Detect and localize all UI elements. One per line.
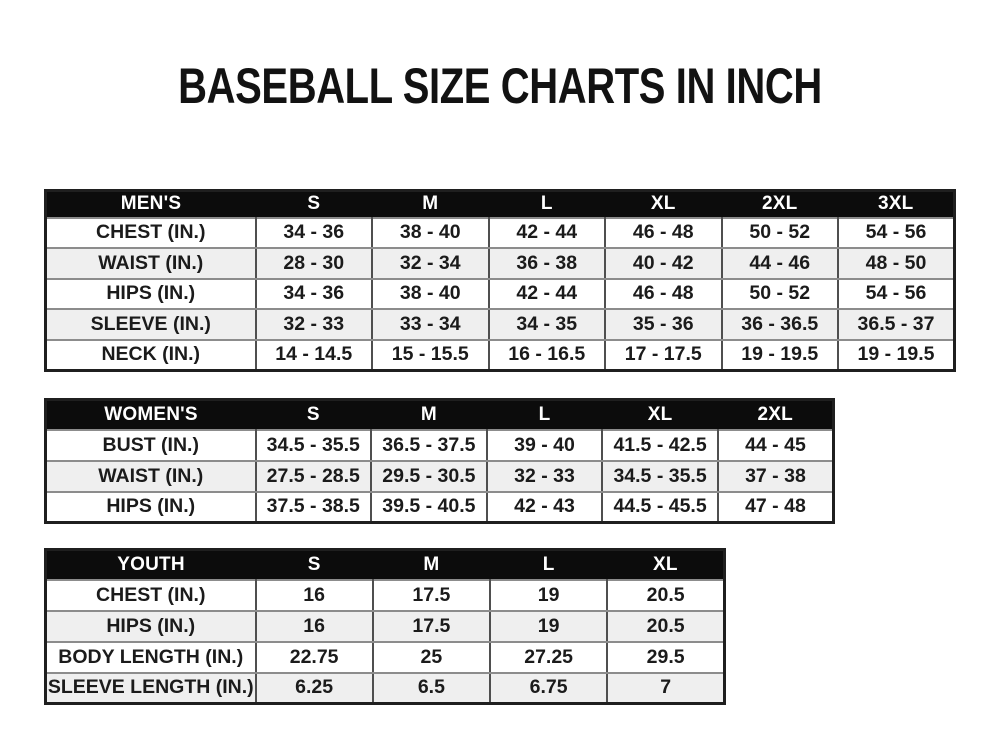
size-value-cell: 42 - 43 xyxy=(487,492,603,523)
table-row-chest xyxy=(46,218,955,249)
size-value-cell: 47 - 48 xyxy=(718,492,834,523)
row-label: HIPS (IN.) xyxy=(46,611,256,642)
column-header-l: L xyxy=(487,400,603,430)
size-value-cell: 38 - 40 xyxy=(372,279,489,310)
size-value-cell: 48 - 50 xyxy=(838,248,955,279)
size-value-cell: 6.25 xyxy=(256,673,373,704)
row-label: WAIST (IN.) xyxy=(46,248,256,279)
size-value-cell: 33 - 34 xyxy=(372,309,489,340)
size-value-cell: 46 - 48 xyxy=(605,218,722,249)
table-row-waist xyxy=(46,461,834,492)
size-value-cell: 35 - 36 xyxy=(605,309,722,340)
mens-size-table xyxy=(44,189,956,372)
size-value-cell: 7 xyxy=(607,673,724,704)
row-label: CHEST (IN.) xyxy=(46,580,256,611)
size-value-cell: 50 - 52 xyxy=(722,279,839,310)
size-value-cell: 38 - 40 xyxy=(372,218,489,249)
size-value-cell: 25 xyxy=(373,642,490,673)
size-value-cell: 29.5 xyxy=(607,642,724,673)
womens-table-title: WOMEN'S xyxy=(46,400,256,430)
size-value-cell: 29.5 - 30.5 xyxy=(371,461,487,492)
youth-header-row xyxy=(46,550,725,580)
size-value-cell: 36.5 - 37.5 xyxy=(371,430,487,461)
size-value-cell: 27.25 xyxy=(490,642,607,673)
column-header-m: M xyxy=(372,191,489,218)
row-label: WAIST (IN.) xyxy=(46,461,256,492)
size-value-cell: 20.5 xyxy=(607,611,724,642)
size-value-cell: 14 - 14.5 xyxy=(256,340,373,371)
column-header-2xl: 2XL xyxy=(718,400,834,430)
column-header-s: S xyxy=(256,550,373,580)
youth-size-table xyxy=(44,548,726,705)
mens-header-row xyxy=(46,191,955,218)
table-row-hips xyxy=(46,611,725,642)
row-label: CHEST (IN.) xyxy=(46,218,256,249)
table-row-bust xyxy=(46,430,834,461)
row-label: NECK (IN.) xyxy=(46,340,256,371)
row-label: HIPS (IN.) xyxy=(46,279,256,310)
size-value-cell: 16 xyxy=(256,580,373,611)
womens-header-row xyxy=(46,400,834,430)
table-row-hips xyxy=(46,279,955,310)
table-row-waist xyxy=(46,248,955,279)
size-value-cell: 36 - 36.5 xyxy=(722,309,839,340)
size-value-cell: 36 - 38 xyxy=(489,248,606,279)
size-value-cell: 54 - 56 xyxy=(838,218,955,249)
column-header-xl: XL xyxy=(607,550,724,580)
size-value-cell: 50 - 52 xyxy=(722,218,839,249)
row-label: HIPS (IN.) xyxy=(46,492,256,523)
mens-table-title: MEN'S xyxy=(46,191,256,218)
page-title: BASEBALL SIZE CHARTS IN INCH xyxy=(178,58,822,114)
row-label: BODY LENGTH (IN.) xyxy=(46,642,256,673)
size-value-cell: 44 - 45 xyxy=(718,430,834,461)
size-value-cell: 17.5 xyxy=(373,580,490,611)
row-label: SLEEVE (IN.) xyxy=(46,309,256,340)
size-value-cell: 37.5 - 38.5 xyxy=(256,492,372,523)
womens-size-table xyxy=(44,398,835,524)
size-value-cell: 44.5 - 45.5 xyxy=(602,492,718,523)
size-value-cell: 42 - 44 xyxy=(489,279,606,310)
size-value-cell: 20.5 xyxy=(607,580,724,611)
table-row-neck xyxy=(46,340,955,371)
size-value-cell: 17.5 xyxy=(373,611,490,642)
column-header-m: M xyxy=(373,550,490,580)
column-header-l: L xyxy=(490,550,607,580)
size-value-cell: 40 - 42 xyxy=(605,248,722,279)
column-header-s: S xyxy=(256,191,373,218)
column-header-xl: XL xyxy=(605,191,722,218)
size-value-cell: 36.5 - 37 xyxy=(838,309,955,340)
size-value-cell: 34 - 36 xyxy=(256,218,373,249)
column-header-s: S xyxy=(256,400,372,430)
size-value-cell: 19 - 19.5 xyxy=(722,340,839,371)
size-value-cell: 16 - 16.5 xyxy=(489,340,606,371)
size-value-cell: 22.75 xyxy=(256,642,373,673)
table-row-body-length xyxy=(46,642,725,673)
size-value-cell: 17 - 17.5 xyxy=(605,340,722,371)
column-header-3xl: 3XL xyxy=(838,191,955,218)
size-value-cell: 19 xyxy=(490,580,607,611)
size-value-cell: 32 - 34 xyxy=(372,248,489,279)
table-row-hips xyxy=(46,492,834,523)
size-value-cell: 37 - 38 xyxy=(718,461,834,492)
size-value-cell: 15 - 15.5 xyxy=(372,340,489,371)
column-header-l: L xyxy=(489,191,606,218)
column-header-m: M xyxy=(371,400,487,430)
table-row-sleeve xyxy=(46,309,955,340)
column-header-xl: XL xyxy=(602,400,718,430)
size-value-cell: 16 xyxy=(256,611,373,642)
size-value-cell: 44 - 46 xyxy=(722,248,839,279)
row-label: BUST (IN.) xyxy=(46,430,256,461)
row-label: SLEEVE LENGTH (IN.) xyxy=(46,673,256,704)
youth-table-title: YOUTH xyxy=(46,550,256,580)
table-row-chest xyxy=(46,580,725,611)
size-value-cell: 28 - 30 xyxy=(256,248,373,279)
size-value-cell: 54 - 56 xyxy=(838,279,955,310)
size-value-cell: 6.75 xyxy=(490,673,607,704)
column-header-2xl: 2XL xyxy=(722,191,839,218)
size-value-cell: 42 - 44 xyxy=(489,218,606,249)
size-value-cell: 41.5 - 42.5 xyxy=(602,430,718,461)
size-value-cell: 46 - 48 xyxy=(605,279,722,310)
size-value-cell: 32 - 33 xyxy=(487,461,603,492)
size-value-cell: 6.5 xyxy=(373,673,490,704)
size-value-cell: 34.5 - 35.5 xyxy=(602,461,718,492)
size-value-cell: 34 - 36 xyxy=(256,279,373,310)
size-value-cell: 27.5 - 28.5 xyxy=(256,461,372,492)
size-value-cell: 32 - 33 xyxy=(256,309,373,340)
size-value-cell: 34 - 35 xyxy=(489,309,606,340)
size-value-cell: 19 xyxy=(490,611,607,642)
table-row-sleeve-length xyxy=(46,673,725,704)
size-value-cell: 39.5 - 40.5 xyxy=(371,492,487,523)
size-value-cell: 39 - 40 xyxy=(487,430,603,461)
size-value-cell: 19 - 19.5 xyxy=(838,340,955,371)
size-value-cell: 34.5 - 35.5 xyxy=(256,430,372,461)
